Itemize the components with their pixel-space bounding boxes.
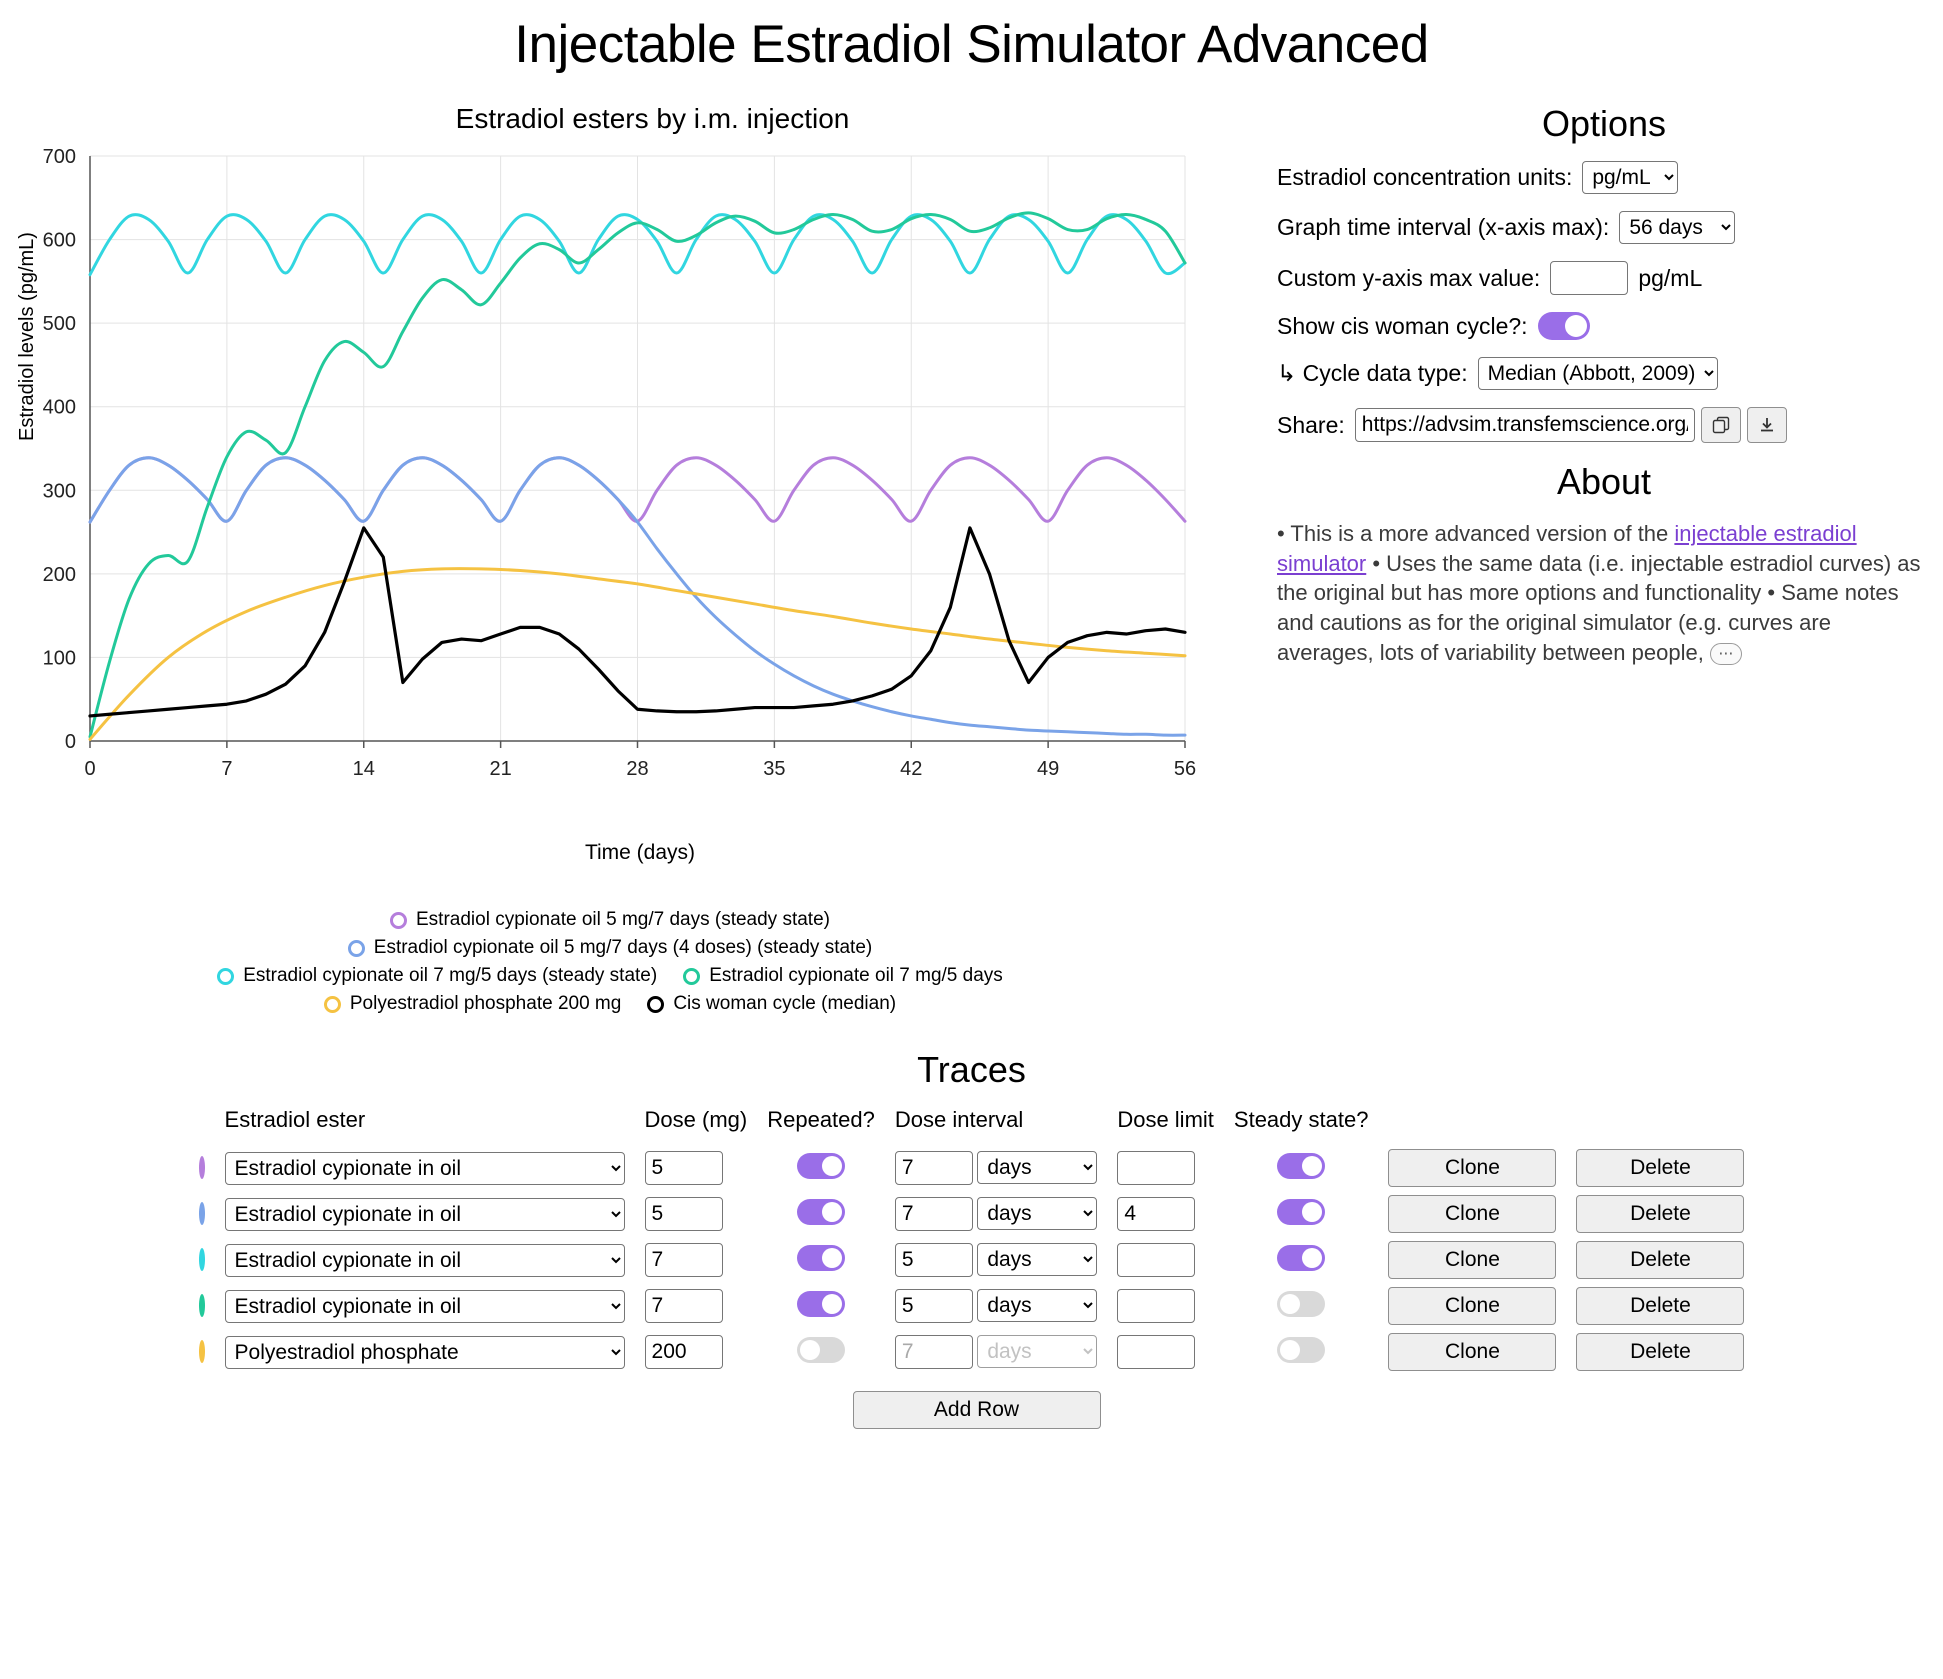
traces-header-row xyxy=(189,1107,1755,1145)
ester-select[interactable] xyxy=(225,1152,625,1185)
ester-select[interactable] xyxy=(225,1198,625,1231)
chart-container xyxy=(10,141,1210,901)
legend-label: Estradiol cypionate oil 7 mg/5 days xyxy=(709,965,1003,986)
dose-input[interactable] xyxy=(645,1197,723,1231)
traces-table xyxy=(189,1107,1755,1375)
y-tick-label: 400 xyxy=(42,396,76,419)
interval-cell xyxy=(885,1283,1107,1329)
interval-input xyxy=(895,1335,973,1369)
ymax-row xyxy=(1265,261,1943,295)
share-label: Share: xyxy=(1277,411,1345,438)
units-select[interactable] xyxy=(1582,161,1678,194)
cycle-toggle-label: Show cis woman cycle?: xyxy=(1277,312,1528,339)
interval-cell xyxy=(885,1237,1107,1283)
y-tick-label: 300 xyxy=(42,480,76,503)
delete-button[interactable]: Delete xyxy=(1576,1287,1744,1325)
row-color-cell xyxy=(189,1191,215,1237)
time-interval-row xyxy=(1265,211,1943,244)
clone-cell xyxy=(1378,1283,1566,1329)
clone-cell xyxy=(1378,1145,1566,1191)
time-interval-select[interactable] xyxy=(1619,211,1735,244)
legend-item[interactable] xyxy=(348,937,872,959)
interval-cell xyxy=(885,1191,1107,1237)
x-tick-label: 35 xyxy=(763,758,786,780)
trace-color-dot xyxy=(199,1340,205,1363)
page-title: Injectable Estradiol Simulator Advanced xyxy=(514,15,1429,74)
row-color-cell xyxy=(189,1237,215,1283)
traces-heading: Traces xyxy=(917,1049,1026,1090)
dose-cell xyxy=(635,1329,758,1375)
clone-button[interactable]: Clone xyxy=(1388,1149,1556,1187)
x-tick-label: 21 xyxy=(489,758,512,780)
table-row xyxy=(189,1145,1755,1191)
repeated-toggle[interactable] xyxy=(797,1245,845,1271)
copy-icon[interactable] xyxy=(1701,407,1741,443)
legend-label: Estradiol cypionate oil 5 mg/7 days (steady state) xyxy=(416,909,830,930)
limit-cell xyxy=(1107,1237,1224,1283)
steady-state-toggle[interactable] xyxy=(1277,1245,1325,1271)
steady-state-toggle[interactable] xyxy=(1277,1337,1325,1363)
delete-cell xyxy=(1566,1145,1754,1191)
repeated-cell xyxy=(757,1191,885,1237)
dose-input[interactable] xyxy=(645,1335,723,1369)
x-tick-label: 0 xyxy=(84,758,96,780)
legend-label: Polyestradiol phosphate 200 mg xyxy=(349,993,622,1014)
share-url-input[interactable] xyxy=(1355,408,1695,442)
legend-label: Estradiol cypionate oil 7 mg/5 days (steady state) xyxy=(243,965,658,986)
clone-cell xyxy=(1378,1191,1566,1237)
units-label: Estradiol concentration units: xyxy=(1277,164,1573,190)
app-root xyxy=(0,14,1943,1469)
repeated-toggle[interactable] xyxy=(797,1153,845,1179)
clone-cell xyxy=(1378,1329,1566,1375)
chart-title: Estradiol esters by i.m. injection xyxy=(455,103,850,134)
interval-input[interactable] xyxy=(895,1197,973,1231)
about-text-part2: • Uses the same data (i.e. injectable estradiol curves) as the original but has more options and functionality • Same notes and cautions as for the original simulator (e.g. curves are averages, lots of variability between people, xyxy=(1277,550,1921,665)
interval-unit-select[interactable] xyxy=(977,1151,1097,1184)
cycle-type-select[interactable] xyxy=(1478,357,1718,390)
legend-row-1 xyxy=(10,909,1210,931)
dose-limit-input[interactable] xyxy=(1117,1243,1195,1277)
ymax-unit-label: pg/mL xyxy=(1638,264,1703,291)
steady-state-toggle[interactable] xyxy=(1277,1199,1325,1225)
th-interval: Dose interval xyxy=(894,1107,1024,1132)
cycle-type-row xyxy=(1265,357,1943,390)
main-columns xyxy=(0,85,1943,1021)
interval-cell xyxy=(885,1329,1107,1375)
dose-limit-input[interactable] xyxy=(1117,1197,1195,1231)
delete-cell xyxy=(1566,1283,1754,1329)
limit-cell xyxy=(1107,1145,1224,1191)
y-tick-label: 200 xyxy=(42,563,76,586)
ester-cell xyxy=(215,1237,635,1283)
interval-unit-select[interactable] xyxy=(977,1197,1097,1230)
x-tick-label: 42 xyxy=(900,758,923,780)
th-limit: Dose limit xyxy=(1117,1107,1214,1132)
trace-color-dot xyxy=(199,1202,205,1225)
x-tick-label: 28 xyxy=(626,758,649,780)
repeated-cell xyxy=(757,1237,885,1283)
repeated-cell xyxy=(757,1145,885,1191)
interval-unit-select xyxy=(977,1335,1097,1368)
add-row-wrap xyxy=(0,1391,1943,1429)
y-axis-label: Estradiol levels (pg/mL) xyxy=(16,232,38,441)
ester-cell xyxy=(215,1283,635,1329)
x-axis-label: Time (days) xyxy=(584,841,696,864)
y-tick-label: 100 xyxy=(42,647,76,670)
row-color-cell xyxy=(189,1145,215,1191)
ester-select[interactable] xyxy=(225,1244,625,1277)
ester-cell xyxy=(215,1145,635,1191)
time-interval-label: Graph time interval (x-axis max): xyxy=(1277,214,1610,240)
table-row xyxy=(189,1283,1755,1329)
legend-color-dot xyxy=(217,968,234,985)
dose-cell xyxy=(635,1145,758,1191)
th-actions xyxy=(1378,1107,1566,1145)
legend-label: Estradiol cypionate oil 5 mg/7 days (4 doses) (steady state) xyxy=(373,937,873,958)
limit-cell xyxy=(1107,1283,1224,1329)
repeated-toggle[interactable] xyxy=(797,1291,845,1317)
clone-button[interactable]: Clone xyxy=(1388,1333,1556,1371)
repeated-toggle[interactable] xyxy=(797,1199,845,1225)
legend-item[interactable] xyxy=(390,909,830,931)
dose-input[interactable] xyxy=(645,1243,723,1277)
legend-item[interactable] xyxy=(217,965,657,987)
steady-state-toggle[interactable] xyxy=(1277,1291,1325,1317)
about-heading: About xyxy=(1556,461,1652,502)
legend-row-3 xyxy=(10,965,1210,987)
steady-cell xyxy=(1224,1283,1379,1329)
table-row xyxy=(189,1329,1755,1375)
trace-color-dot xyxy=(199,1156,205,1179)
steady-cell xyxy=(1224,1237,1379,1283)
share-row xyxy=(1265,407,1943,443)
interval-unit-select[interactable] xyxy=(977,1243,1097,1276)
injectable-simulator-link[interactable]: injectable estradiol simulator xyxy=(1277,521,1857,576)
row-color-cell xyxy=(189,1283,215,1329)
table-row xyxy=(189,1237,1755,1283)
about-text xyxy=(1265,519,1943,667)
steady-cell xyxy=(1224,1329,1379,1375)
cycle-toggle-row xyxy=(1265,312,1943,340)
th-steady: Steady state? xyxy=(1233,1107,1369,1132)
ester-cell xyxy=(215,1191,635,1237)
units-row xyxy=(1265,161,1943,194)
legend-color-dot xyxy=(348,940,365,957)
repeated-cell xyxy=(757,1283,885,1329)
legend-color-dot xyxy=(390,912,407,929)
interval-unit-select[interactable] xyxy=(977,1289,1097,1322)
interval-input[interactable] xyxy=(895,1289,973,1323)
delete-button[interactable]: Delete xyxy=(1576,1149,1744,1187)
download-icon[interactable] xyxy=(1747,407,1787,443)
about-expand-icon[interactable]: ⋯ xyxy=(1710,643,1742,665)
interval-input[interactable] xyxy=(895,1243,973,1277)
dose-cell xyxy=(635,1237,758,1283)
delete-button[interactable]: Delete xyxy=(1576,1241,1744,1279)
th-color xyxy=(189,1107,215,1145)
repeated-cell xyxy=(757,1329,885,1375)
dose-input[interactable] xyxy=(645,1151,723,1185)
delete-cell xyxy=(1566,1237,1754,1283)
y-tick-label: 600 xyxy=(42,229,76,252)
dose-limit-input[interactable] xyxy=(1117,1151,1195,1185)
dose-cell xyxy=(635,1283,758,1329)
cycle-toggle[interactable] xyxy=(1538,312,1590,340)
clone-button[interactable]: Clone xyxy=(1388,1195,1556,1233)
y-tick-label: 700 xyxy=(42,146,76,168)
y-tick-label: 500 xyxy=(42,313,76,336)
trace-color-dot xyxy=(199,1248,205,1271)
clone-button[interactable]: Clone xyxy=(1388,1287,1556,1325)
clone-cell xyxy=(1378,1237,1566,1283)
trace-color-dot xyxy=(199,1294,205,1317)
th-ester: Estradiol ester xyxy=(224,1107,366,1132)
ymax-label: Custom y-axis max value: xyxy=(1277,264,1541,291)
ester-cell xyxy=(215,1329,635,1375)
limit-cell xyxy=(1107,1191,1224,1237)
ester-select[interactable] xyxy=(225,1336,625,1369)
legend-item[interactable] xyxy=(683,965,1003,987)
delete-cell xyxy=(1566,1191,1754,1237)
x-tick-label: 14 xyxy=(352,758,375,780)
options-heading: Options xyxy=(1541,103,1667,144)
about-text-part1: • This is a more advanced version of the xyxy=(1277,521,1675,546)
traces-section xyxy=(0,1049,1943,1429)
dose-limit-input[interactable] xyxy=(1117,1335,1195,1369)
add-row-button[interactable]: Add Row xyxy=(853,1391,1101,1429)
legend-item[interactable] xyxy=(647,993,896,1015)
x-tick-label: 56 xyxy=(1173,758,1197,780)
row-color-cell xyxy=(189,1329,215,1375)
table-row xyxy=(189,1191,1755,1237)
estradiol-line-chart xyxy=(10,141,1210,841)
interval-cell xyxy=(885,1145,1107,1191)
steady-cell xyxy=(1224,1145,1379,1191)
dose-limit-input[interactable] xyxy=(1117,1289,1195,1323)
steady-state-toggle[interactable] xyxy=(1277,1153,1325,1179)
ester-select[interactable] xyxy=(225,1290,625,1323)
legend-color-dot xyxy=(324,996,341,1013)
th-dose: Dose (mg) xyxy=(644,1107,748,1132)
legend-item[interactable] xyxy=(324,993,621,1015)
delete-button[interactable]: Delete xyxy=(1576,1333,1744,1371)
legend-color-dot xyxy=(647,996,664,1013)
cycle-type-label: ↳ Cycle data type: xyxy=(1277,360,1468,386)
y-tick-label: 0 xyxy=(64,731,76,753)
dose-input[interactable] xyxy=(645,1289,723,1323)
options-column xyxy=(1255,85,1943,667)
ymax-input[interactable] xyxy=(1550,261,1628,295)
delete-cell xyxy=(1566,1329,1754,1375)
th-repeated: Repeated? xyxy=(767,1107,875,1132)
limit-cell xyxy=(1107,1329,1224,1375)
x-tick-label: 49 xyxy=(1037,758,1060,780)
clone-button[interactable]: Clone xyxy=(1388,1241,1556,1279)
th-actions2 xyxy=(1566,1107,1754,1145)
dose-cell xyxy=(635,1191,758,1237)
repeated-toggle[interactable] xyxy=(797,1337,845,1363)
delete-button[interactable]: Delete xyxy=(1576,1195,1744,1233)
legend-color-dot xyxy=(683,968,700,985)
legend-row-2 xyxy=(10,937,1210,959)
interval-input[interactable] xyxy=(895,1151,973,1185)
chart-column xyxy=(0,85,1255,1021)
x-tick-label: 7 xyxy=(221,758,233,780)
traces-body xyxy=(189,1145,1755,1375)
legend-row-4 xyxy=(10,993,1210,1015)
legend-label: Cis woman cycle (median) xyxy=(673,993,897,1014)
steady-cell xyxy=(1224,1191,1379,1237)
chart-legend xyxy=(10,909,1210,1015)
